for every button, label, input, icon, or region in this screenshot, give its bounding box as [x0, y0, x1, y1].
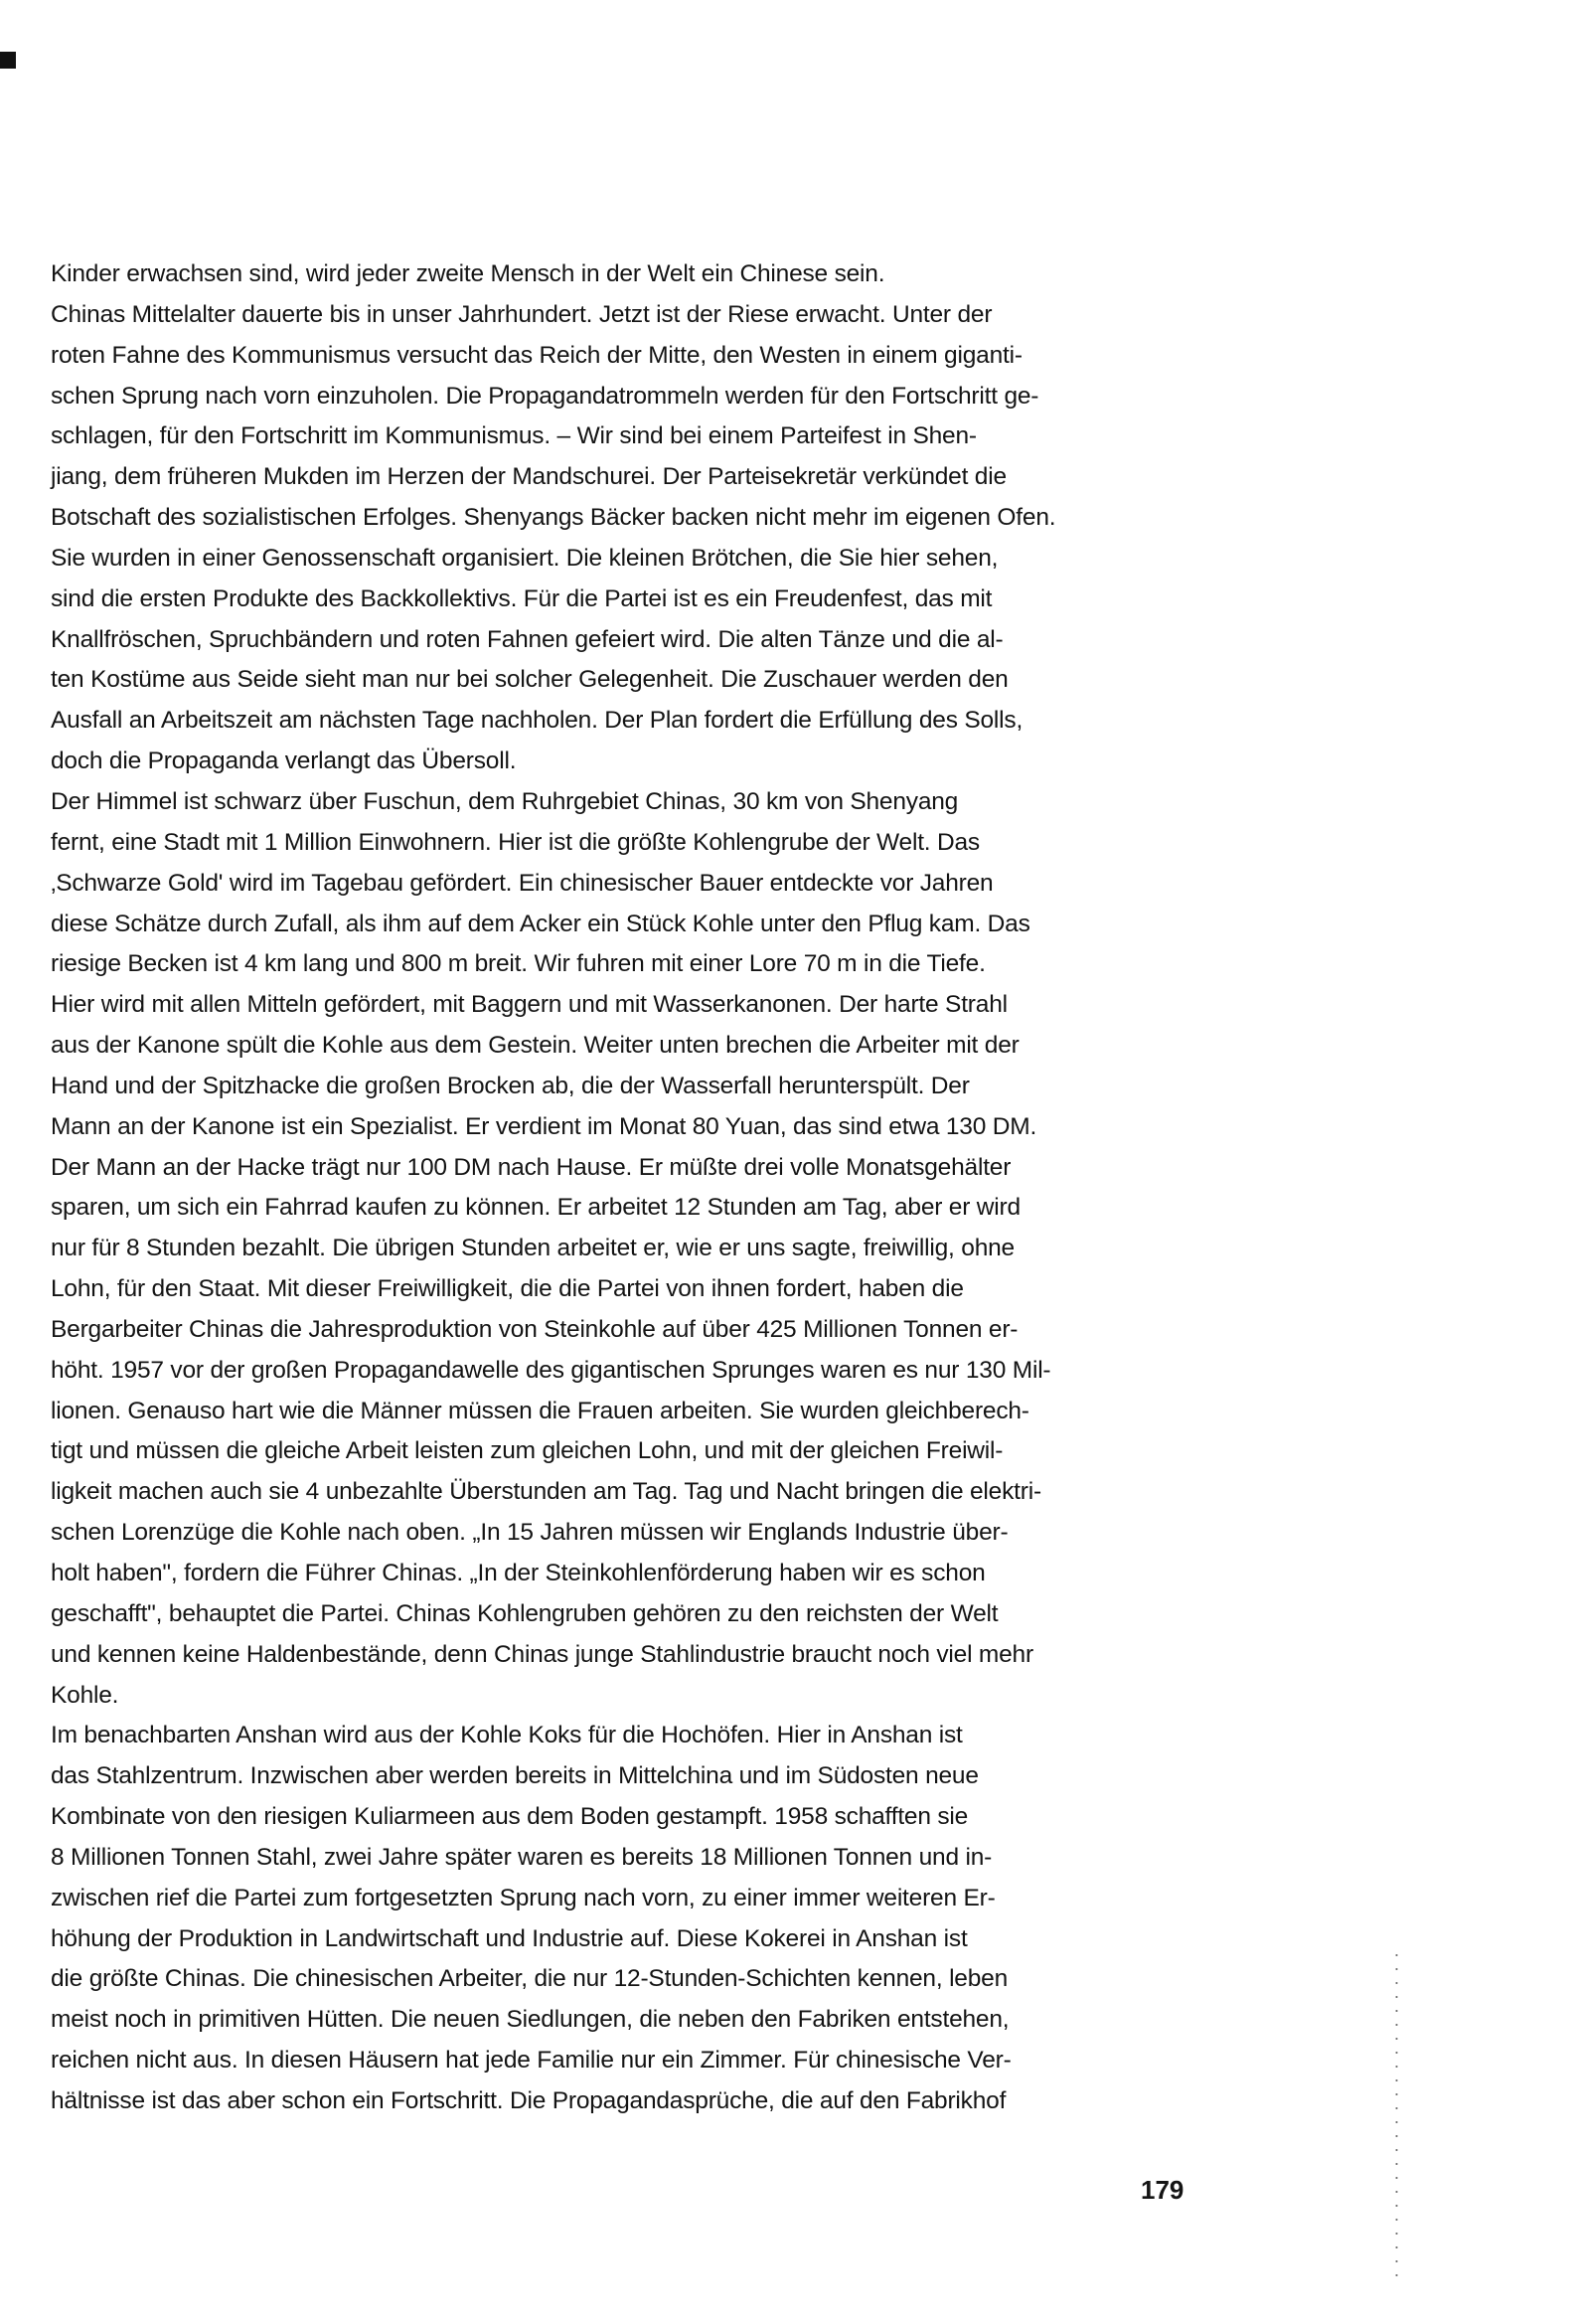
text-line: Im benachbarten Anshan wird aus der Kohle Koks für die Hochöfen. Hier in Anshan ist [51, 1722, 963, 1749]
text-line: Der Mann an der Hacke trägt nur 100 DM nach Hause. Er müßte drei volle Monatsgehälter [51, 1153, 1012, 1181]
text-line: hältnisse ist das aber schon ein Fortschritt. Die Propagandasprüche, die auf den Fabrikhof [51, 2086, 1007, 2114]
text-line: Sie wurden in einer Genossenschaft organisiert. Die kleinen Brötchen, die Sie hier sehen, [51, 544, 999, 572]
text-line: Hier wird mit allen Mitteln gefördert, mit Baggern und mit Wasserkanonen. Der harte Strahl [51, 991, 1008, 1019]
text-line: höhung der Produktion in Landwirtschaft und Industrie auf. Diese Kokerei in Anshan ist [51, 1924, 968, 1952]
text-line: roten Fahne des Kommunismus versucht das Reich der Mitte, den Westen in einem giganti- [51, 341, 1023, 369]
text-line: Mann an der Kanone ist ein Spezialist. Er verdient im Monat 80 Yuan, das sind etwa 130 DM. [51, 1112, 1037, 1140]
text-line: jiang, dem früheren Mukden im Herzen der Mandschurei. Der Parteisekretär verkündet die [51, 463, 1007, 491]
text-line: aus der Kanone spült die Kohle aus dem Gestein. Weiter unten brechen die Arbeiter mit der [51, 1032, 1020, 1060]
body-text [51, 254, 1253, 2122]
scan-edge-artifact [1395, 1948, 1398, 2286]
text-line: das Stahlzentrum. Inzwischen aber werden bereits in Mittelchina und im Südosten neue [51, 1762, 979, 1790]
text-line: schen Lorenzüge die Kohle nach oben. „In 15 Jahren müssen wir Englands Industrie über- [51, 1519, 1009, 1547]
text-line: Hand und der Spitzhacke die großen Brocken ab, die der Wasserfall herunterspült. Der [51, 1072, 970, 1099]
text-line: Knallfröschen, Spruchbändern und roten Fahnen gefeiert wird. Die alten Tänze und die al- [51, 625, 1004, 653]
text-line: Kombinate von den riesigen Kuliarmeen aus dem Boden gestampft. 1958 schafften sie [51, 1803, 969, 1831]
text-line: Bergarbeiter Chinas die Jahresproduktion von Steinkohle auf über 425 Millionen Tonnen er- [51, 1315, 1019, 1343]
text-line: sparen, um sich ein Fahrrad kaufen zu können. Er arbeitet 12 Stunden am Tag, aber er wird [51, 1194, 1021, 1222]
text-line: höht. 1957 vor der großen Propagandawelle des gigantischen Sprunges waren es nur 130 Mil- [51, 1356, 1051, 1384]
text-line: diese Schätze durch Zufall, als ihm auf dem Acker ein Stück Kohle unter den Pflug kam. Das [51, 910, 1030, 937]
text-line: Botschaft des sozialistischen Erfolges. Shenyangs Bäcker backen nicht mehr im eigenen Ofen. [51, 504, 1056, 532]
scan-corner-mark [0, 52, 16, 69]
text-line: fernt, eine Stadt mit 1 Million Einwohnern. Hier ist die größte Kohlengrube der Welt. Das [51, 828, 980, 856]
page-number: 179 [1141, 2175, 1184, 2205]
text-line: Kohle. [51, 1681, 119, 1709]
text-line: zwischen rief die Partei zum fortgesetzten Sprung nach vorn, zu einer immer weiteren Er- [51, 1884, 996, 1911]
text-line: die größte Chinas. Die chinesischen Arbeiter, die nur 12-Stunden-Schichten kennen, leben [51, 1965, 1009, 1993]
text-line: holt haben", fordern die Führer Chinas. „In der Steinkohlenförderung haben wir es schon [51, 1560, 986, 1586]
text-line: geschafft", behauptet die Partei. Chinas Kohlengruben gehören zu den reichsten der Welt [51, 1599, 999, 1627]
text-line: riesige Becken ist 4 km lang und 800 m breit. Wir fuhren mit einer Lore 70 m in die Tiefe. [51, 950, 986, 978]
text-line: reichen nicht aus. In diesen Häusern hat jede Familie nur ein Zimmer. Für chinesische Ver- [51, 2047, 1012, 2075]
text-line: meist noch in primitiven Hütten. Die neuen Siedlungen, die neben den Fabriken entstehen, [51, 2006, 1010, 2034]
text-line: ligkeit machen auch sie 4 unbezahlte Überstunden am Tag. Tag und Nacht bringen die elektri- [51, 1478, 1041, 1506]
text-line: 8 Millionen Tonnen Stahl, zwei Jahre später waren es bereits 18 Millionen Tonnen und in- [51, 1843, 993, 1871]
text-line: und kennen keine Haldenbestände, denn Chinas junge Stahlindustrie braucht noch viel mehr [51, 1640, 1033, 1668]
text-line: nur für 8 Stunden bezahlt. Die übrigen Stunden arbeitet er, wie er uns sagte, freiwillig, ohne [51, 1235, 1015, 1262]
text-line: ‚Schwarze Gold' wird im Tagebau gefördert. Ein chinesischer Bauer entdeckte vor Jahren [51, 869, 994, 897]
text-line: tigt und müssen die gleiche Arbeit leisten zum gleichen Lohn, und mit der gleichen Freiwil- [51, 1437, 1004, 1465]
text-line: doch die Propaganda verlangt das Übersoll. [51, 747, 517, 775]
text-line: schlagen, für den Fortschritt im Kommunismus. – Wir sind bei einem Parteifest in Shen- [51, 422, 977, 450]
text-line: ten Kostüme aus Seide sieht man nur bei solcher Gelegenheit. Die Zuschauer werden den [51, 666, 1009, 694]
text-line: Der Himmel ist schwarz über Fuschun, dem Ruhrgebiet Chinas, 30 km von Shenyang [51, 787, 959, 815]
text-line: schen Sprung nach vorn einzuholen. Die Propagandatrommeln werden für den Fortschritt ge- [51, 382, 1039, 410]
text-line: Kinder erwachsen sind, wird jeder zweite Mensch in der Welt ein Chinese sein. [51, 260, 885, 287]
text-line: Ausfall an Arbeitszeit am nächsten Tage nachholen. Der Plan fordert die Erfüllung des Solls, [51, 707, 1024, 735]
text-line: Lohn, für den Staat. Mit dieser Freiwilligkeit, die die Partei von ihnen fordert, haben die [51, 1275, 964, 1303]
text-line: Chinas Mittelalter dauerte bis in unser Jahrhundert. Jetzt ist der Riese erwacht. Unter der [51, 300, 993, 328]
text-line: lionen. Genauso hart wie die Männer müssen die Frauen arbeiten. Sie wurden gleichberech- [51, 1397, 1029, 1424]
text-line: sind die ersten Produkte des Backkollektivs. Für die Partei ist es ein Freudenfest, das mit [51, 584, 993, 612]
